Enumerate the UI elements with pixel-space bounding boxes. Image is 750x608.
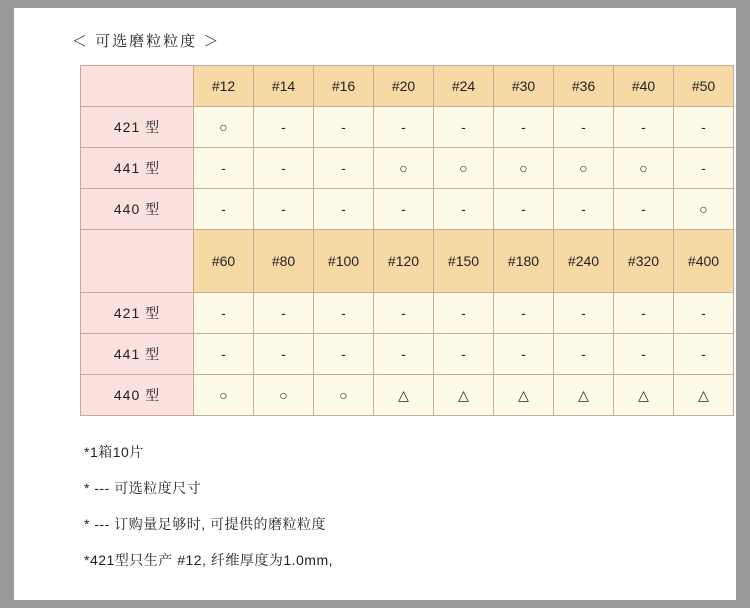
table-cell: - (554, 293, 614, 334)
note-item: * --- 订购量足够时, 可提供的磨粒粒度 (84, 516, 326, 532)
column-header: #16 (314, 66, 374, 107)
column-header: #180 (494, 230, 554, 293)
table-cell: - (434, 107, 494, 148)
table-cell: - (614, 189, 674, 230)
column-header: #20 (374, 66, 434, 107)
table-cell: - (254, 189, 314, 230)
table-cell: - (494, 293, 554, 334)
table-cell: - (554, 334, 614, 375)
table-cell: △ (554, 375, 614, 416)
table-header-row (81, 230, 734, 293)
table-row (81, 334, 734, 375)
column-header: #36 (554, 66, 614, 107)
table-cell: - (254, 334, 314, 375)
table-cell: ○ (614, 148, 674, 189)
column-header: #24 (434, 66, 494, 107)
table-cell: △ (374, 375, 434, 416)
column-header: #80 (254, 230, 314, 293)
table-cell: ○ (674, 189, 734, 230)
corner-cell (81, 230, 194, 293)
column-header: #150 (434, 230, 494, 293)
note-item: * --- 可选粒度尺寸 (84, 480, 202, 496)
table-row (81, 107, 734, 148)
table-cell: - (194, 334, 254, 375)
table-cell: - (614, 334, 674, 375)
table-cell: - (494, 189, 554, 230)
notes-list (84, 442, 736, 570)
table-cell: - (314, 148, 374, 189)
row-header: 421 型 (81, 293, 194, 334)
column-header: #320 (614, 230, 674, 293)
table-row (81, 375, 734, 416)
table-cell: - (674, 293, 734, 334)
table-cell: - (374, 189, 434, 230)
row-header: 440 型 (81, 189, 194, 230)
table-cell: - (554, 189, 614, 230)
table-cell: - (314, 334, 374, 375)
table-cell: - (434, 189, 494, 230)
row-header: 421 型 (81, 107, 194, 148)
column-header: #30 (494, 66, 554, 107)
note-item: *1箱10片 (84, 444, 144, 460)
column-header: #12 (194, 66, 254, 107)
corner-cell (81, 66, 194, 107)
column-header: #400 (674, 230, 734, 293)
table-cell: - (314, 189, 374, 230)
table-row (81, 293, 734, 334)
table-cell: - (494, 334, 554, 375)
column-header: #100 (314, 230, 374, 293)
table-header-row (81, 66, 734, 107)
row-header: 440 型 (81, 375, 194, 416)
table-cell: - (434, 334, 494, 375)
column-header: #50 (674, 66, 734, 107)
document-content (14, 8, 736, 570)
table-cell: - (254, 107, 314, 148)
table-cell: - (374, 293, 434, 334)
table-cell: △ (614, 375, 674, 416)
table-caption: ＜ 可选磨粒粒度 ＞ (72, 33, 221, 50)
column-header: #240 (554, 230, 614, 293)
table-cell: - (674, 334, 734, 375)
table-cell: - (194, 189, 254, 230)
table-cell: - (374, 334, 434, 375)
table-cell: ○ (374, 148, 434, 189)
document-page (14, 8, 736, 600)
table-cell: - (614, 293, 674, 334)
table-cell: - (434, 293, 494, 334)
column-header: #14 (254, 66, 314, 107)
table-cell: - (554, 107, 614, 148)
table-cell: - (674, 148, 734, 189)
table-cell: - (314, 293, 374, 334)
note-item: *421型只生产 #12, 纤维厚度为1.0mm, (84, 552, 334, 568)
table-cell: - (254, 148, 314, 189)
row-header: 441 型 (81, 334, 194, 375)
table-row (81, 148, 734, 189)
table-cell: - (314, 107, 374, 148)
table-cell: ○ (314, 375, 374, 416)
table-cell: ○ (494, 148, 554, 189)
row-header: 441 型 (81, 148, 194, 189)
table-cell: △ (674, 375, 734, 416)
table-cell: - (674, 107, 734, 148)
table-cell: - (194, 148, 254, 189)
table-cell: ○ (254, 375, 314, 416)
grit-table-upper (80, 65, 734, 416)
column-header: #120 (374, 230, 434, 293)
column-header: #40 (614, 66, 674, 107)
column-header: #60 (194, 230, 254, 293)
table-cell: ○ (434, 148, 494, 189)
table-cell: △ (434, 375, 494, 416)
table-cell: - (494, 107, 554, 148)
table-cell: - (614, 107, 674, 148)
table-row (81, 189, 734, 230)
table-cell: ○ (194, 107, 254, 148)
table-cell: - (374, 107, 434, 148)
table-cell: ○ (554, 148, 614, 189)
table-cell: - (194, 293, 254, 334)
table-cell: △ (494, 375, 554, 416)
table-cell: ○ (194, 375, 254, 416)
table-cell: - (254, 293, 314, 334)
